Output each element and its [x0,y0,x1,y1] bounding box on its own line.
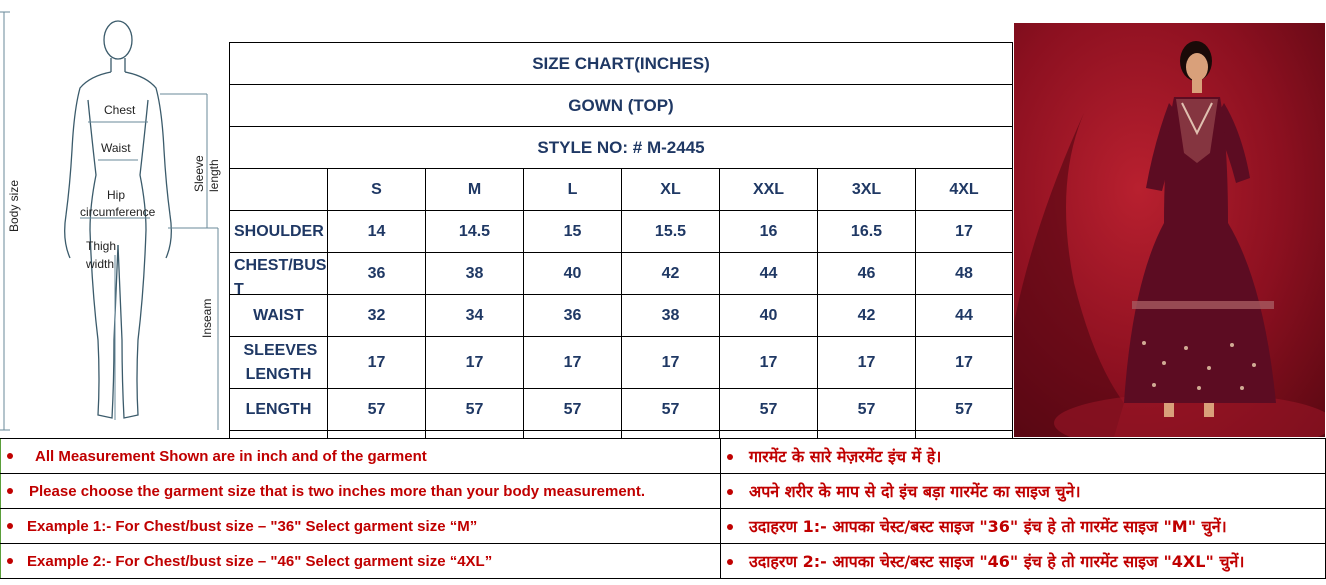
bullet-icon [727,489,733,495]
table-cell: 17 [426,337,524,389]
table-cell: 40 [720,295,818,337]
table-cell: 16 [720,211,818,253]
table-cell: 36 [524,295,622,337]
row-label: LENGTH [230,389,328,431]
size-header: XXL [720,169,818,211]
table-cell: 57 [818,389,916,431]
size-chart-subtitle: GOWN (TOP) [230,85,1013,127]
table-cell: 38 [622,295,720,337]
note-hindi [721,474,1326,509]
table-cell: 17 [720,337,818,389]
note-text: Please choose the garment size that is two inches more than your body measurement. [29,482,646,500]
table-cell: 57 [720,389,818,431]
table-cell: 17 [818,337,916,389]
size-header: S [328,169,426,211]
bullet-icon [7,488,13,494]
inseam-label: Inseam [200,298,214,338]
table-row [230,253,1013,295]
table-cell: 48 [916,253,1013,295]
note-text: गारमेंट के सारे मेज़रमेंट इंच में हे। [749,447,942,466]
table-cell: 57 [524,389,622,431]
note-row [1,509,1326,544]
bullet-icon [7,558,13,564]
body-outline-icon [0,0,229,438]
size-chart-table [229,42,1013,439]
bullet-icon [7,453,13,459]
table-cell: 44 [916,295,1013,337]
table-cell: 42 [622,253,720,295]
row-label: SHOULDER [230,211,328,253]
row-label: WAIST [230,295,328,337]
note-english [1,544,721,579]
size-header: 4XL [916,169,1013,211]
table-cell: 57 [426,389,524,431]
table-cell: 15 [524,211,622,253]
table-cell: 14.5 [426,211,524,253]
note-hindi [721,509,1326,544]
table-cell: 34 [426,295,524,337]
size-header: L [524,169,622,211]
note-text: उदाहरण 2:- आपका चेस्ट/बस्ट साइज "46" इंच हे तो गारमेंट साइज "4XL" चुनें। [749,552,1245,571]
table-cell: 17 [916,337,1013,389]
table-row [230,337,1013,389]
sleeve-label: Sleeve [192,155,206,192]
hip-label: Hip [107,188,126,202]
table-cell: 17 [524,337,622,389]
table-cell: 44 [720,253,818,295]
size-header: XL [622,169,720,211]
bullet-icon [727,454,733,460]
bullet-icon [7,523,13,529]
note-text: अपने शरीर के माप से दो इंच बड़ा गारमेंट का साइज चुने। [749,482,1081,501]
table-cell: 57 [328,389,426,431]
note-hindi [721,439,1326,474]
note-row [1,544,1326,579]
bullet-icon [727,524,733,530]
thigh-label-2: width [86,257,115,271]
chest-label: Chest [104,103,136,117]
row-label-text: SLEEVES LENGTH [243,341,318,383]
note-text: Example 2:- For Chest/bust size – "46" Select garment size “4XL” [27,552,493,570]
note-hindi [721,544,1326,579]
thigh-label: Thigh [86,239,117,253]
note-english [1,474,721,509]
row-label-text: CHEST/BUST [234,256,327,294]
model-photo-icon [1014,23,1325,437]
note-row [1,439,1326,474]
size-header: 3XL [818,169,916,211]
size-header-row [230,169,1013,211]
note-english [1,439,721,474]
note-row [1,474,1326,509]
table-cell: 36 [328,253,426,295]
size-chart-title: SIZE CHART(INCHES) [230,43,1013,85]
body-size-label: Body size [7,179,21,232]
hip-label-2: circumference [80,205,156,219]
table-row [230,389,1013,431]
table-cell: 17 [916,211,1013,253]
body-measurement-figure [0,0,229,438]
table-cell: 57 [916,389,1013,431]
row-label [230,337,328,389]
table-cell: 17 [622,337,720,389]
note-text: उदाहरण 1:- आपका चेस्ट/बस्ट साइज "36" इंच हे तो गारमेंट साइज "M" चुनें। [749,517,1227,536]
sleeve-label-2: length [207,159,221,192]
size-header: M [426,169,524,211]
waist-label: Waist [101,141,131,155]
table-cell: 16.5 [818,211,916,253]
model-photo [1014,23,1325,437]
table-row [230,211,1013,253]
style-number: STYLE NO: # M-2445 [230,127,1013,169]
table-cell: 40 [524,253,622,295]
table-cell: 46 [818,253,916,295]
table-cell: 14 [328,211,426,253]
table-cell: 57 [622,389,720,431]
table-cell: 32 [328,295,426,337]
bullet-icon [727,559,733,565]
note-text: All Measurement Shown are in inch and of the garment [35,447,427,465]
note-text: Example 1:- For Chest/bust size – "36" Select garment size “M” [27,517,478,535]
note-english [1,509,721,544]
table-cell: 17 [328,337,426,389]
table-cell: 15.5 [622,211,720,253]
row-label [230,253,328,295]
table-cell: 38 [426,253,524,295]
table-row [230,295,1013,337]
header-corner [230,169,328,211]
notes-table [0,438,1326,579]
table-cell: 42 [818,295,916,337]
